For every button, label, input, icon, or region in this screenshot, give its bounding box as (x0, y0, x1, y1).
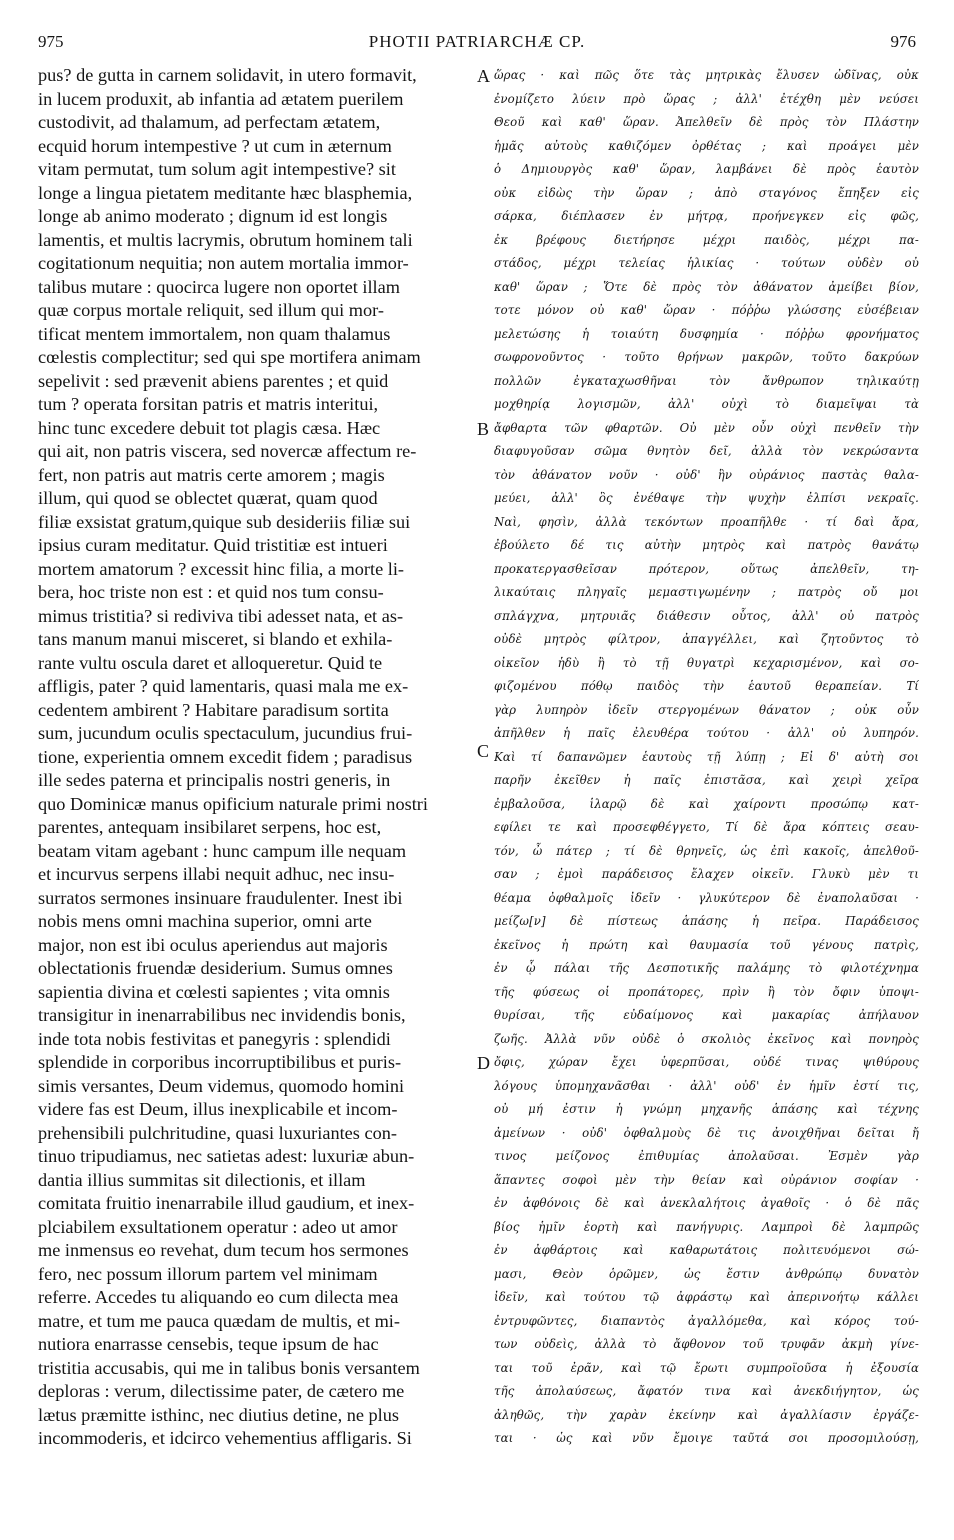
text-line: Ναὶ, φησὶν, ἀλλὰ τεκόντων προαπῆλθε · τί δαὶ ἄρα, (494, 514, 919, 529)
text-line: nobis mens omni machina superior, omni arte (38, 911, 372, 931)
text-line: lætus præmitte isthinc, nec diutius detine, ne plus (38, 1404, 400, 1425)
text-line: rante vultu oscula daret et alloqueretur. Quid te (38, 652, 383, 673)
text-line: beatam vitam agebant : hunc campum ille nequam (38, 840, 407, 861)
text-line: vitam permutat, tum solum agit intempestive? sit (38, 159, 396, 179)
text-line: σωφρονοῦντος · τοῦτο θρήνων μακρῶν, τοῦτο δακρύων (494, 350, 919, 364)
text-line: σπλάγχνα, μητρυιᾶς διάθεσιν οὗτος, ἀλλ' οὐ πατρὸς (494, 608, 919, 623)
section-marker-d: D (477, 1053, 490, 1073)
text-line: cœlestis complectitur; sed qui spe mortifera animam (38, 347, 421, 367)
text-line: matre, et tum me pauca quædam de multis, et mi- (38, 1310, 400, 1331)
text-line: tione, experientia omnem excedit fidem ; paradisus (38, 746, 413, 767)
text-line: προκατεργασθεῖσαν πρότερον, οὕτως ἀπελθεῖν, τη- (494, 561, 919, 576)
text-line: ἐνομίζετο λύειν πρὸ ὥρας ; ἀλλ' ἐτέχθη μὲν νεύσει (494, 91, 919, 106)
text-line: nutiora enarrasse censebis, teque ipsum de hac (38, 1334, 379, 1354)
text-line: tans manum manui misceret, si blando et exhila- (38, 629, 393, 649)
text-line: τινος μείζονος ἐπιθυμίας ἀπολαῦσαι. Ἐσμὲν γὰρ (494, 1149, 919, 1163)
latin-column (38, 64, 475, 1451)
text-line: tum ? operata forsitan patris et matris interitui, (38, 394, 379, 414)
text-line: major, non est ibi oculus aperiendus aut majoris (38, 934, 388, 955)
text-line: ἐντρυφῶντες, διαπαντὸς ἀγαλλόμεθα, καὶ κόρος τού- (494, 1313, 919, 1328)
text-line: τοτε μόνον οὐ καθ' ὥραν · πόῤῥω γλώσσης εὐσέβειαν (494, 303, 919, 317)
text-line: in lucem produxit, ab infantia ad ætatem puerilem (38, 88, 404, 109)
text-line: στάδος, μέχρι τελείας ἡλικίας · τούτων οὐδὲν οὐ (494, 256, 919, 270)
text-line: λόγους ὑπομηχανᾶσθαι · ἀλλ' οὐδ' ἐν ἡμῖν ἐστί τις, (494, 1078, 919, 1093)
text-line: fero, nec possum illorum partem vel minimam (38, 1263, 378, 1284)
text-line: οὐ μή ἐστιν ἡ γνώμη μηχανῆς ἁπάσης καὶ τέχνης (494, 1102, 919, 1116)
text-line: quo Dominicæ manus opificium naturale primi nostri (38, 793, 428, 814)
text-line: qui ait, non patris viscera, sed novercæ affectum re- (38, 441, 417, 461)
text-line: τὸν ἀθάνατον νοῦν · οὐδ' ἣν οὐράνιος παστὰς θαλα- (494, 467, 919, 482)
text-line: ἀπῆλθεν ἡ παῖς ἐλευθέρα τούτου · ἀλλ' οὐ λυπηρόν. (494, 726, 919, 740)
text-line: μείζω[ν] δὲ πίστεως ἁπάσης ἡ πεῖρα. Παράδεισος (494, 914, 919, 928)
text-line: τόν, ὦ πάτερ ; τί δὲ θρηνεῖς, ὡς ἐπὶ κακοῖς, ἀπελθοῦ- (494, 843, 919, 858)
text-line: μεύει, ἀλλ' ὃς ἐνέθαψε τὴν ψυχὴν ἐλπίσι νεκραῖς. (494, 491, 919, 505)
text-line: γὰρ λυπηρὸν ἰδεῖν στεργομένων θάνατον ; οὐκ οὖν (494, 702, 919, 717)
text-line: simis versantes, Deum videmus, quomodo homini (38, 1075, 405, 1096)
text-line: sum, jucundum oculis spectaculum, jucundius frui- (38, 723, 413, 743)
text-line: longe ab animo moderato ; dignum id est longis (38, 206, 388, 226)
text-line: μασι, Θεὸν ὁρῶμεν, ὡς ἔστιν ἀνθρώπῳ δυνατὸν (494, 1266, 919, 1281)
text-line: et incurvus serpens illabi nequit adhuc, nec insu- (38, 864, 395, 884)
text-line: tinuo tripudiamus, nec satietas adest: luxuriæ abun- (38, 1146, 415, 1166)
text-line: lamentis, et multis lacrymis, obrutum hominem tali (38, 229, 413, 250)
text-line: διαφυγοῦσαν σῶμα θνητὸν δεῖ, ἀλλὰ τὸν νεκρώσαντα (494, 444, 919, 458)
text-line: λικαύταις πληγαῖς μεμαστιγωμένην ; πατρὸς οὔ μοι (494, 585, 919, 599)
text-line: μελετώσης ἡ τοιαύτη δυσφημία · πόῤῥω φρονήματος (494, 326, 919, 341)
text-line: tificat mentem immortalem, non quam thalamus (38, 323, 391, 344)
text-line: comitata fruitio inenarrabile illud gaudium, et inex- (38, 1193, 415, 1213)
text-line: ἐβούλετο δέ τις αὐτὴν μητρὸς καὶ πατρὸς θανάτῳ (494, 538, 919, 552)
text-line: φιζομένου πόθῳ παιδὸς τὴν ἑαυτοῦ θεραπείαν. Τί (494, 679, 919, 693)
text-line: prehensibili pulchritudine, quasi luxuriantes con- (38, 1122, 397, 1143)
text-line: cedentem ambirent ? Habitare paradisum sortita (38, 699, 389, 720)
greek-column (494, 64, 919, 1451)
text-line: ὥρας · καὶ πῶς ὅτε τὰς μητρικὰς ἔλυσεν ὠδῖνας, οὐκ (494, 68, 919, 82)
text-line: ἀληθῶς, τὴν χαρὰν ἐκείνην καὶ ἀγαλλίασιν ἐργάζε- (494, 1407, 919, 1422)
text-line: τῆς ἀπολαύσεως, ἄφατόν τινα καὶ ἀνεκδιήγητον, ὡς (494, 1384, 919, 1398)
text-line: tristitia accusabis, qui me in talibus bonis versantem (38, 1357, 420, 1378)
text-line: ipsius curam meditatur. Quid tristitiæ est intueri (38, 535, 388, 555)
text-line: θυρίσαι, τῆς εὐδαίμονος καὶ μακαρίας ἀπήλαυον (494, 1008, 919, 1022)
text-line: fert, non patris aut matris certe amorem ; magis (38, 464, 385, 485)
text-line: cogitationum nequitia; non autem mortalia immor- (38, 253, 409, 273)
text-line: filiæ exsistat gratum,quique sub desideriis filiæ sui (38, 511, 411, 532)
text-line: μοχθηρίᾳ λογισμῶν, ἀλλ' οὐχὶ τὸ διαμεῖψαι τὰ (494, 397, 919, 411)
running-title: PHOTII PATRIARCHÆ CP. (368, 32, 586, 51)
text-line: ται τοῦ ἐρᾶν, καὶ τῷ ἔρωτι συμπροϊοῦσα ἡ ἐξουσία (494, 1360, 919, 1375)
text-line: hinc tunc excedere debuit tot plagis cæsa. Hæc (38, 417, 381, 438)
text-line: ζωῆς. Ἀλλὰ νῦν οὐδὲ ὁ σκολιὸς ἐκεῖνος καὶ πονηρὸς (494, 1031, 919, 1046)
text-line: dantia illius summitas sit dilectionis, et illam (38, 1169, 366, 1190)
text-line: ἐμβαλοῦσα, ἱλαρῷ δὲ καὶ χαίροντι προσώπῳ κατ- (494, 796, 919, 811)
text-line: βίος ἡμῖν ἑορτὴ καὶ πανήγυρις. Λαμπροὶ δὲ λαμπρῶς (494, 1219, 919, 1234)
page-header (0, 32, 954, 56)
text-line: splendide in corporibus incorruptibilibus et puris- (38, 1052, 402, 1072)
text-line: ται · ὡς καὶ νῦν ἔμοιγε ταῦτά σοι προσομιλούσῃ, (494, 1431, 919, 1445)
text-line: ἐκεῖνος ἡ πρώτη καὶ θαυμασία τοῦ γένους πατρὶς, (494, 937, 919, 952)
text-line: sapientia divina et cœlesti sapientes ; vita omnis (38, 981, 390, 1002)
section-marker-c: C (477, 741, 490, 761)
text-line: καθ' ὥραν ; Ὅτε δὲ πρὸς τὸν ἀθάνατον ἀμείβει βίον, (494, 279, 919, 294)
text-line: mortem amatorum ? excessit hinc filia, a morte li- (38, 558, 405, 579)
text-line: videre fas est Deum, illus inexplicabile et incom- (38, 1099, 398, 1119)
text-line: σαν ; ἐμοὶ παράδεισος ἔλαχεν οἰκεῖν. Γλυκὺ μὲν τι (494, 867, 919, 881)
text-line: παρῆν ἐκεῖθεν ἡ παῖς ἐπιστᾶσα, καὶ χειρὶ χεῖρα (494, 773, 919, 787)
text-line: ἐν ᾧ πάλαι τῆς Δεσποτικῆς παλάμης τὸ φιλοτέχνημα (494, 961, 919, 975)
text-line: Καὶ τί δαπανῶμεν ἑαυτοὺς τῇ λύπῃ ; Εἰ δ' αὐτὴ σοι (494, 749, 919, 764)
text-line: ille sedes paterna et principalis nostri generis, in (38, 770, 391, 790)
text-line: illum, qui quod se oblectet quærat, quam quod (38, 488, 378, 508)
text-line: ἐν ἀφθάρτοις καὶ καθαρωτάτοις πολιτευόμενοι σώ- (494, 1243, 919, 1257)
text-line: custodivit, ad thalamum, ad perfectam ætatem, (38, 112, 381, 132)
page-number-left: 975 (38, 32, 64, 51)
text-line: parentes, antequam insibilaret serpens, hoc est, (38, 817, 382, 837)
text-line: σάρκα, διέπλασεν ἐν μήτρᾳ, προήνεγκεν εἰς φῶς, (494, 209, 919, 223)
text-line: ὁ Δημιουργὸς καθ' ὥραν, λαμβάνει δὲ πρὸς ἑαυτὸν (494, 162, 919, 176)
text-line: τῆς φύσεως οἱ προπάτορες, πρὶν ἢ τὸν ὄφιν ὑποψι- (494, 984, 919, 999)
text-line: εφίλει τε καὶ προσεφθέγγετο, Τί δὲ ἄρα κόπτεις σεαυ- (494, 820, 919, 834)
text-line: me inmensus eo revehat, dum tecum hos sermones (38, 1240, 409, 1260)
text-line: incommoderis, et idcirco vehementius affligaris. Si (38, 1428, 412, 1448)
text-line: deploras : verum, dilectissime pater, de cætero me (38, 1381, 405, 1401)
section-marker-b: B (477, 419, 490, 439)
text-line: ἄφθαρτα τῶν φθαρτῶν. Οὐ μὲν οὖν οὐχὶ πενθεῖν τὴν (494, 420, 919, 435)
text-line: pus? de gutta in carnem solidavit, in utero formavit, (38, 65, 417, 85)
text-line: πολλῶν ἐγκαταχωσθῆναι τὸν ἄνθρωπον τηλικαύτῃ (494, 373, 919, 388)
text-line: ἡμᾶς αὐτοὺς καθιζόμεν ὀρθέτας ; καὶ προάγει μὲν (494, 138, 919, 153)
text-line: quæ corpus mortale reliquit, sed illum qui mor- (38, 300, 384, 320)
text-line: surratos sermones insinuare fraudulenter. Inest ibi (38, 887, 403, 908)
text-line: talibus mutare : quocirca lugere non oportet illam (38, 276, 400, 297)
text-line: inde tota nobis festivitas et panegyris : splendidi (38, 1028, 391, 1049)
page-number-right: 976 (890, 32, 916, 51)
text-line: referre. Accedes tu aliquando eo cum dilecta mea (38, 1287, 399, 1307)
text-line: ἀμείνων · οὐδ' ὀφθαλμοὺς δὲ τις ἀνοιχθῆναι δεῖται ἤ (494, 1125, 919, 1140)
text-line: sepelivit : sed prævenit abiens parentes ; et quid (38, 370, 389, 391)
text-line: bera, hoc triste non est : et quid nos tum consu- (38, 582, 384, 602)
text-line: plciabilem exsultationem operatur : adeo ut amor (38, 1216, 398, 1237)
text-line: ὄφις, χώραν ἔχει ὑφερπῦσαι, οὐδέ τινας ψιθύρους (494, 1055, 919, 1069)
text-line: oblectationis fruendæ desiderium. Sumus omnes (38, 958, 393, 978)
text-line: transigitur in inenarrabilibus nec invidendis bonis, (38, 1005, 406, 1025)
text-line: ἐκ βρέφους διετήρησε μέχρι παιδὸς, μέχρι πα- (494, 232, 919, 247)
text-line: ἰδεῖν, καὶ τούτου τῷ ἀφράστῳ καὶ ἀπερινοήτῳ κάλλει (494, 1290, 919, 1304)
text-line: Θεοῦ καὶ καθ' ὥραν. Ἀπελθεῖν δὲ πρὸς τὸν Πλάστην (494, 115, 919, 129)
text-line: θέαμα ὀφθαλμοῖς ἰδεῖν · γλυκύτερον δὲ ἐναπολαῦσαι · (494, 890, 919, 905)
text-line: ἐν ἀφθόνοις δὲ καὶ ἀνεκλαλήτοις ἀγαθοῖς · ὁ δὲ πᾶς (494, 1196, 919, 1210)
text-line: οἰκεῖον ἡδὺ ἢ τὸ τῇ θυγατρὶ κεχαρισμένον, καὶ σο- (494, 655, 919, 670)
text-line: longe a lingua pietatem meditante hæc blasphemia, (38, 182, 413, 203)
text-line: οὐδὲ μητρὸς φίλτρον, ἀπαγγέλλει, καὶ ζητοῦντος τὸ (494, 632, 919, 646)
text-line: affligis, pater ? quid lamentaris, quasi mala me ex- (38, 676, 409, 696)
text-line: ecquid horum intempestive ? ut cum in æternum (38, 135, 392, 156)
text-line: mimus tristitia? si rediviva tibi adesset nata, et as- (38, 605, 404, 626)
text-line: οὐκ εἰδὼς τὴν ὥραν ; ἀπὸ σταγόνος ἔπηξεν εἰς (494, 185, 919, 200)
text-line: των οὐδεὶς, ἀλλὰ τὸ ἄφθονον τοῦ τρυφᾶν ἀκμὴ γίνε- (494, 1337, 919, 1351)
section-marker-a: A (477, 66, 490, 86)
text-line: ἅπαντες σοφοὶ μὲν τὴν θείαν καὶ οὐράνιον σοφίαν · (494, 1172, 919, 1187)
